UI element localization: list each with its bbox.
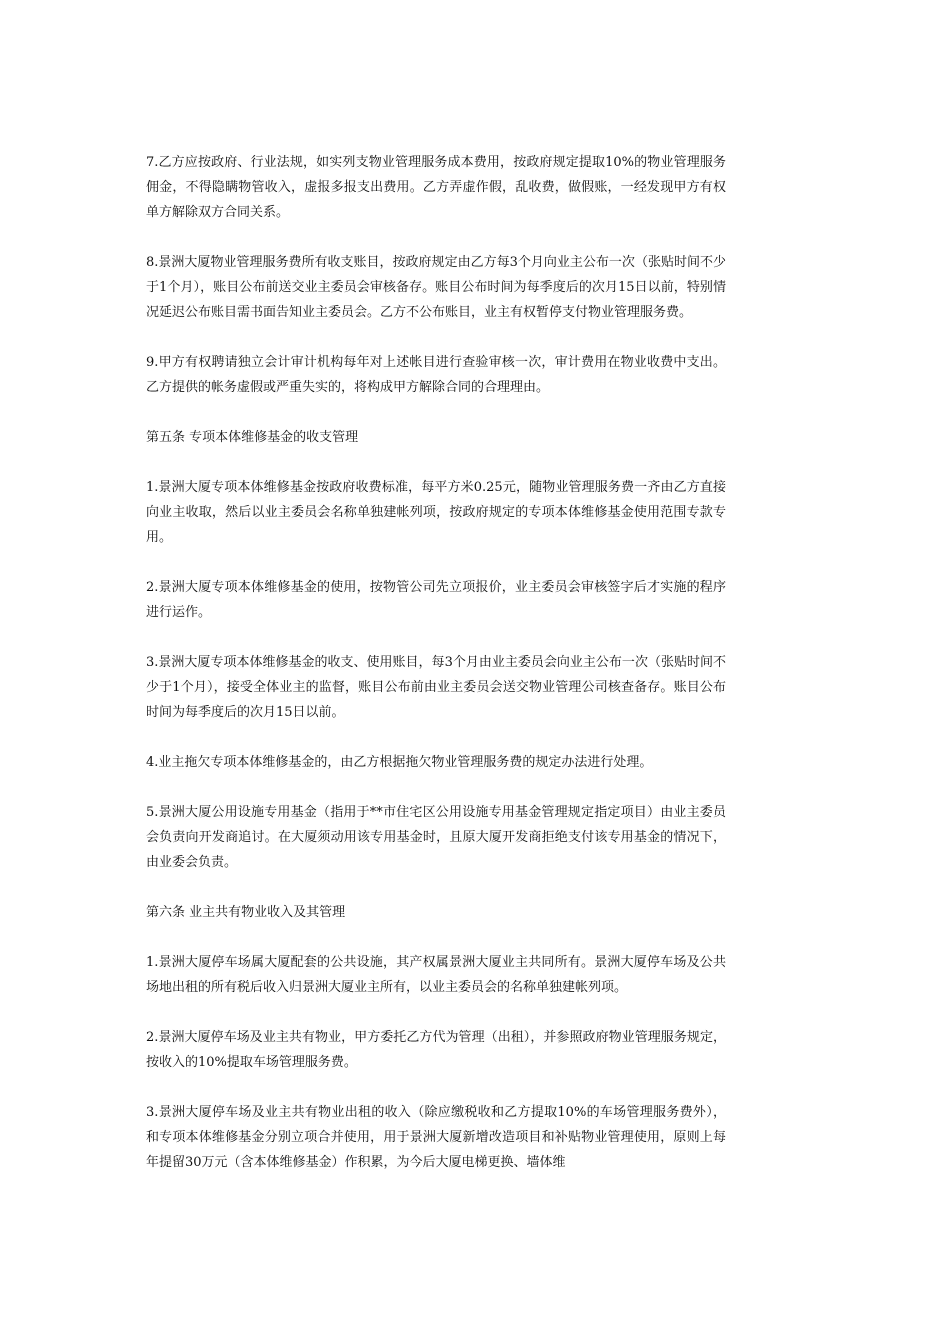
- document-body: [146, 150, 726, 1200]
- clause-6-item-3: 3.景洲大厦停车场及业主共有物业出租的收入（除应缴税收和乙方提取10%的车场管理服务费外），和专项本体维修基金分别立项合并使用，用于景洲大厦新增改造项目和补贴物业管理使用，原则上每年提留30万元（含本体维修基金）作积累，为今后大厦电梯更换、墙体维: [146, 1105, 726, 1170]
- clause-5-item-2: 2.景洲大厦专项本体维修基金的使用，按物管公司先立项报价，业主委员会审核签字后才实施的程序进行运作。: [146, 580, 726, 620]
- clause-5-heading: 第五条 专项本体维修基金的收支管理: [146, 430, 359, 445]
- clause-4-item-7: 7.乙方应按政府、行业法规，如实列支物业管理服务成本费用，按政府规定提取10%的物业管理服务佣金，不得隐瞒物管收入，虚报多报支出费用。乙方弄虚作假，乱收费，做假账，一经发现甲方有权单方解除双方合同关系。: [146, 155, 726, 220]
- clause-6-heading: 第六条 业主共有物业收入及其管理: [146, 905, 346, 920]
- clause-5-item-5: 5.景洲大厦公用设施专用基金（指用于**市住宅区公用设施专用基金管理规定指定项目）由业主委员会负责向开发商追讨。在大厦须动用该专用基金时，且原大厦开发商拒绝支付该专用基金的情况下，由业委会负责。: [146, 805, 726, 870]
- clause-5-item-3: 3.景洲大厦专项本体维修基金的收支、使用账目，每3个月由业主委员会向业主公布一次（张贴时间不少于1个月），接受全体业主的监督，账目公布前由业主委员会送交物业管理公司核查备存。账目公布时间为每季度后的次月15日以前。: [146, 655, 726, 720]
- clause-6-item-2: 2.景洲大厦停车场及业主共有物业，甲方委托乙方代为管理（出租），并参照政府物业管理服务规定，按收入的10%提取车场管理服务费。: [146, 1030, 726, 1070]
- clause-5-item-4: 4.业主拖欠专项本体维修基金的，由乙方根据拖欠物业管理服务费的规定办法进行处理。: [146, 755, 653, 770]
- clause-5-item-1: 1.景洲大厦专项本体维修基金按政府收费标准，每平方米0.25元，随物业管理服务费一齐由乙方直接向业主收取，然后以业主委员会名称单独建帐列项，按政府规定的专项本体维修基金使用范围专款专用。: [146, 480, 726, 545]
- clause-4-item-9: 9.甲方有权聘请独立会计审计机构每年对上述帐目进行查验审核一次，审计费用在物业收费中支出。乙方提供的帐务虚假或严重失实的，将构成甲方解除合同的合理理由。: [146, 355, 726, 395]
- clause-6-item-1: 1.景洲大厦停车场属大厦配套的公共设施，其产权属景洲大厦业主共同所有。景洲大厦停车场及公共场地出租的所有税后收入归景洲大厦业主所有，以业主委员会的名称单独建帐列项。: [146, 955, 726, 995]
- clause-4-item-8: 8.景洲大厦物业管理服务费所有收支账目，按政府规定由乙方每3个月向业主公布一次（张贴时间不少于1个月），账目公布前送交业主委员会审核备存。账目公布时间为每季度后的次月15日以前，特别情况延迟公布账目需书面告知业主委员会。乙方不公布账目，业主有权暂停支付物业管理服务费。: [146, 255, 726, 320]
